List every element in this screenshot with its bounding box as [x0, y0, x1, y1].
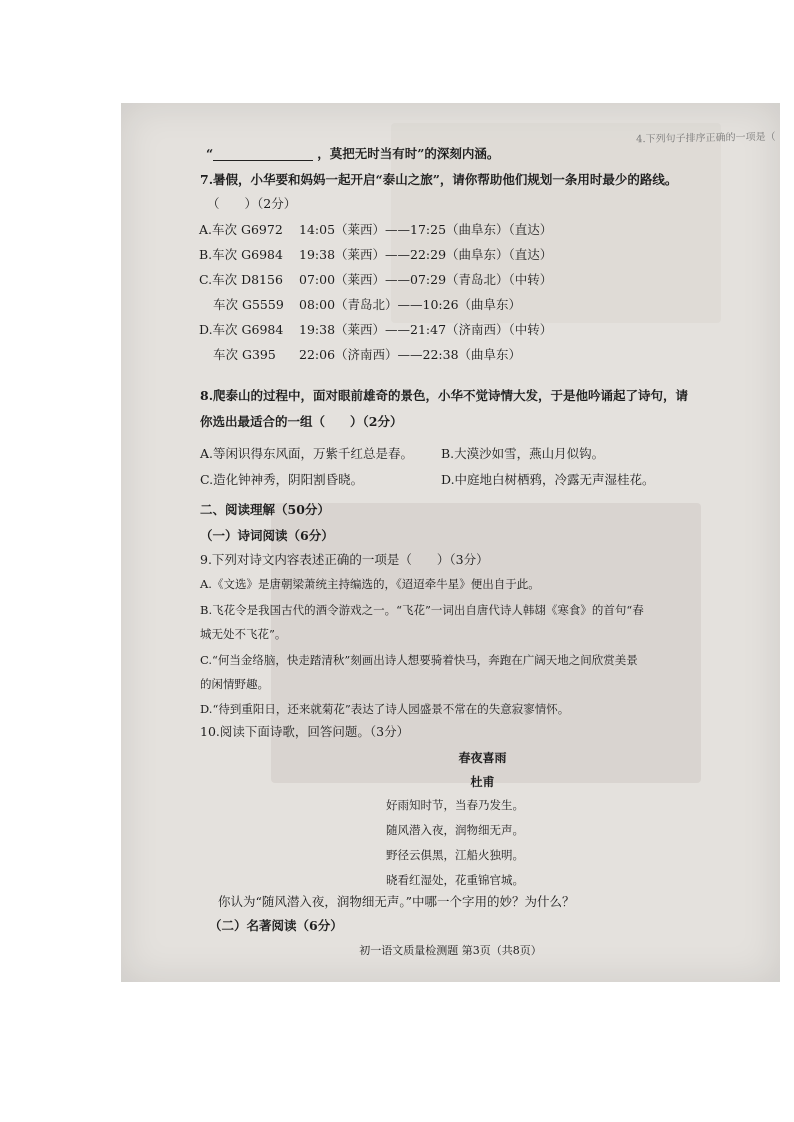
q9-option-c-line2: 的闲情野趣。 [200, 677, 269, 691]
q9-option-d: D.“待到重阳日，还来就菊花”表达了诗人园盛景不常在的失意寂寥情怀。 [200, 702, 570, 716]
scanned-exam-page [121, 103, 780, 982]
q7-option-label: A.车次 G6972 [199, 222, 283, 237]
q8-stem-line1: 8.爬泰山的过程中，面对眼前雄奇的景色，小华不觉诗情大发，于是他吟诵起了诗句，请 [200, 388, 689, 403]
poem-line: 野径云俱黑，江船火独明。 [386, 848, 524, 862]
q7-option-time: 22:06（济南西）——22:38（曲阜东） [299, 347, 522, 362]
q7-option-time: 19:38（莱西）——22:29（曲阜东）（直达） [299, 247, 553, 262]
intro-quote: “ ，莫把无时当有时”的深刻内涵。 [206, 146, 500, 161]
header-fragment: 4.下列句子排序正确的一项是（ [636, 131, 777, 146]
q9-option-a: A.《文选》是唐朝梁萧统主持编选的，《迢迢牵牛星》便出自于此。 [200, 577, 540, 591]
q10-stem: 10.阅读下面诗歌，回答问题。（3分） [200, 724, 410, 739]
q8-option-a: A.等闲识得东风面，万紫千红总是春。 [200, 446, 414, 461]
poem-line: 随风潜入夜，润物细无声。 [386, 823, 524, 837]
q7-option-time: 14:05（莱西）——17:25（曲阜东）（直达） [299, 222, 553, 237]
q9-option-c-line1: C.“何当金络脑，快走踏清秋”刻画出诗人想要骑着快马，奔跑在广阔天地之间欣赏美景 [200, 653, 638, 667]
q7-option-time: 19:38（莱西）——21:47（济南西）（中转） [299, 322, 553, 337]
q8-stem-line2: 你选出最适合的一组（ ）（2分） [200, 414, 403, 429]
section-2-sub1: （一）诗词阅读（6分） [200, 528, 334, 543]
q7-option-label: 车次 G5559 [213, 297, 284, 312]
poem-line: 好雨知时节，当春乃发生。 [386, 798, 524, 812]
poem-author: 杜甫 [470, 775, 495, 789]
answer-blank [213, 148, 313, 161]
q8-option-b: B.大漠沙如雪，燕山月似钩。 [441, 446, 605, 461]
q7-option-label: C.车次 D8156 [199, 272, 283, 287]
q9-stem: 9.下列对诗文内容表述正确的一项是（ ）（3分） [200, 552, 489, 567]
section-2-sub2: （二）名著阅读（6分） [209, 918, 343, 933]
quote-open: “ [206, 146, 214, 161]
show-through-patch [271, 503, 701, 783]
q10-question: 你认为“随风潜入夜，润物细无声。”中哪一个字用的妙？为什么？ [218, 894, 575, 909]
q8-option-c: C.造化钟神秀，阴阳割昏晓。 [200, 472, 364, 487]
q7-option-label: 车次 G395 [213, 347, 276, 362]
q7-option-time: 07:00（莱西）——07:29（青岛北）（中转） [299, 272, 553, 287]
q9-option-b-line2: 城无处不飞花”。 [200, 627, 287, 641]
poem-line: 晓看红湿处，花重锦官城。 [386, 873, 524, 887]
q9-option-b-line1: B.飞花令是我国古代的酒令游戏之一。“飞花”一词出自唐代诗人韩翃《寒食》的首句“春 [200, 603, 644, 617]
q7-option-time: 08:00（青岛北）——10:26（曲阜东） [299, 297, 522, 312]
page-footer: 初一语文质量检测题 第3页（共8页） [359, 944, 542, 957]
q7-stem: 7.暑假，小华要和妈妈一起开启“泰山之旅”，请你帮助他们规划一条用时最少的路线。 [200, 172, 678, 187]
section-2-title: 二、阅读理解（50分） [200, 502, 330, 517]
q7-score: （ ）（2分） [207, 196, 297, 211]
poem-title: 春夜喜雨 [458, 751, 507, 765]
q7-option-label: D.车次 G6984 [199, 322, 284, 337]
q7-option-label: B.车次 G6984 [199, 247, 283, 262]
q8-option-d: D.中庭地白树栖鸦，冷露无声湿桂花。 [441, 472, 655, 487]
